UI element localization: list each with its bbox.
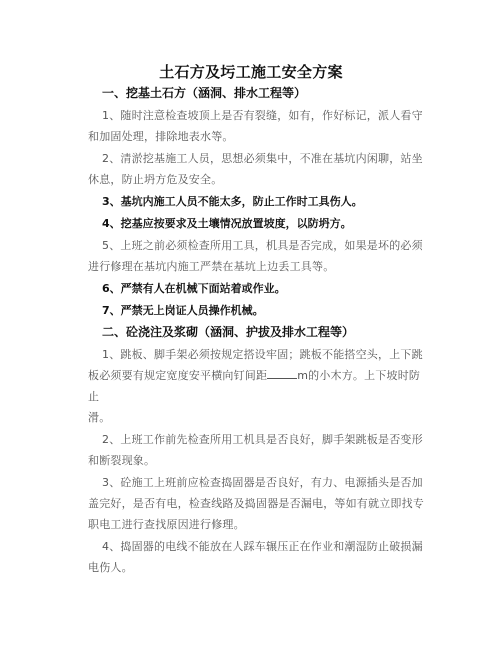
paragraph-1-2: 2、清淤挖基施工人员，思想必须集中，不准在基坑内闲聊，站坐 休息，防止坍方危及安全。: [88, 152, 423, 186]
paragraph-2-1-unit: m: [297, 369, 309, 382]
fill-in-blank: [267, 366, 297, 379]
paragraph-2-1-text-b: 的小木方。上下坡时防止 滑。: [88, 369, 421, 424]
paragraph-2-1: [88, 344, 428, 428]
document-title: 土石方及圬工施工安全方案: [159, 63, 343, 81]
bold-item-1-3: 3、基坑内施工人员不能太多，防止工作时工具伤人。: [102, 195, 363, 208]
paragraph-1-1: 1、随时注意检查坡顶上是否有裂缝，如有，作好标记，派人看守 和加固处理，排除地表水等。: [88, 109, 423, 143]
paragraph-2-3: 3、砼施工上班前应检查捣固器是否良好，有力、电源插头是否加 盖完好，是否有电，检查线路及捣固器是否漏电，等如有就立即找专 职电工进行查找原因进行修理。: [88, 476, 424, 531]
bold-item-1-4: 4、挖基应按要求及土壤情况放置坡度，以防坍方。: [102, 217, 352, 230]
paragraph-2-1-text-a: 1、跳板、脚手架必须按规定搭设牢固；跳板不能搭空头，上下跳 板必须要有规定宽度安平横向钉间距: [88, 348, 423, 382]
paragraph-1-5: 5、上班之前必须检查所用工具，机具是否完成，如果是坏的必须 进行修理在基坑内施工严禁在基坑上边丢工具等。: [88, 239, 423, 273]
bold-item-1-7: 7、严禁无上岗证人员操作机械。: [102, 304, 264, 317]
section-heading-1: 一、挖基土石方（涵洞、排水工程等）: [102, 86, 307, 100]
paragraph-2-4: 4、捣固器的电线不能放在人踩车辗压正在作业和潮湿防止破损漏 电伤人。: [88, 540, 423, 574]
document-body: [88, 83, 428, 579]
section-heading-2: 二、砼浇注及浆砌（涵洞、护拔及排水工程等）: [102, 325, 355, 339]
bold-item-1-6: 6、严禁有人在机械下面站着或作业。: [102, 282, 286, 295]
paragraph-2-2: 2、上班工作前先检查所用工机具是否良好，脚手架跳板是否变形 和断裂现象。: [88, 433, 423, 467]
